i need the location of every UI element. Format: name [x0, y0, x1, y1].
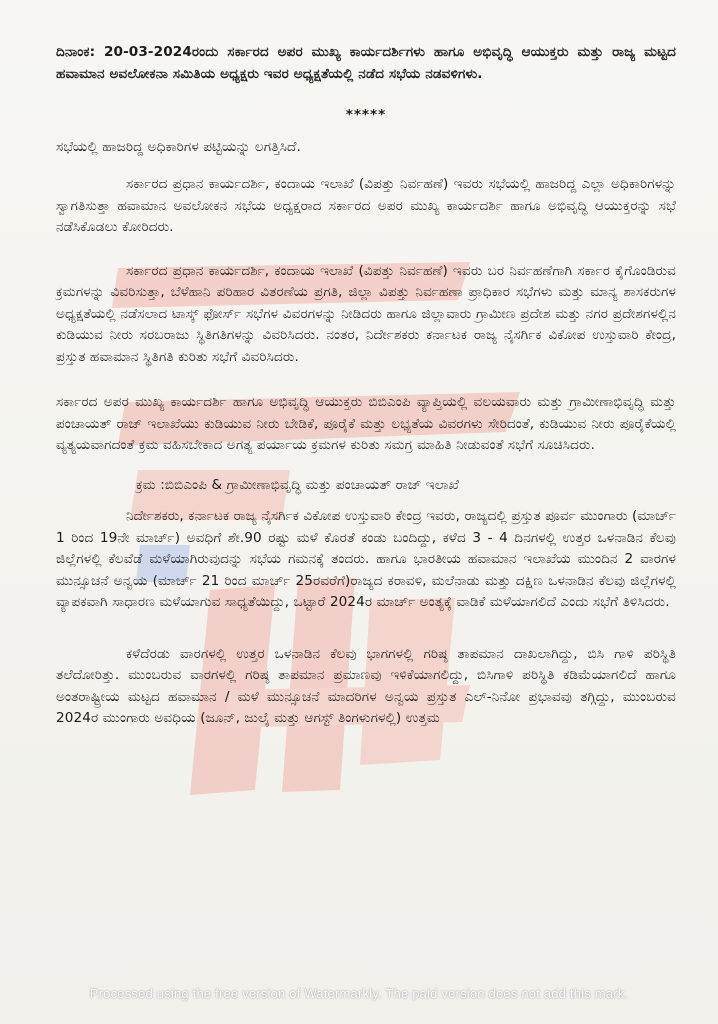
paragraph-rainfall: ನಿರ್ದೇಶಕರು, ಕರ್ನಾಟಕ ರಾಜ್ಯ ನೈಸರ್ಗಿಕ ವಿಕೋಪ ಉಸ್ತುವಾರಿ ಕೇಂದ್ರ ಇವರು, ರಾಜ್ಯದಲ್ಲಿ ಪ್ರಸ್ತುತ ಪೂರ್ವ ಮುಂಗಾರು (ಮಾರ್ಚ್ 1 ರಿಂದ 19ನೇ ಮಾರ್ಚ್) ಅವಧಿಗೆ ಶೇ.90 ರಷ್ಟು ಮಳೆ ಕೊರತೆ ಕಂಡು ಬಂದಿದ್ದು, ಕಳೆದ 3 - 4 ದಿನಗಳಲ್ಲಿ ಉತ್ತರ ಒಳನಾಡಿನ ಕೆಲವು ಜಿಲ್ಲೆಗಳಲ್ಲಿ ಕೆಲವೆಡೆ ಮಳೆಯಾಗಿರುವುದನ್ನು ಸಭೆಯ ಗಮನಕ್ಕೆ ತಂದರು. ಹಾಗೂ ಭಾರತೀಯ ಹವಾಮಾನ ಇಲಾಖೆಯ ಮುಂದಿನ 2 ವಾರಗಳ ಮುನ್ಸೂಚನೆ ಅನ್ವಯ (ಮಾರ್ಚ್ 21 ರಿಂದ ಮಾರ್ಚ್ 25ರವರೆಗೆ)ರಾಜ್ಯದ ಕರಾವಳಿ, ಮಲೆನಾಡು ಮತ್ತು ದಕ್ಷಿಣ ಒಳನಾಡಿನ ಕೆಲವು ಜಿಲ್ಲೆಗಳಲ್ಲಿ ವ್ಯಾಪಕವಾಗಿ ಸಾಧಾರಣ ಮಳೆಯಾಗುವ ಸಾಧ್ಯತೆಯಿದ್ದು, ಒಟ್ಟಾರೆ 2024ರ ಮಾರ್ಚ್ ಅಂತ್ಯಕ್ಕೆ ವಾಡಿಕೆ ಮಳೆಯಾಗಲಿದೆ ಎಂದು ಸಭೆಗೆ ತಿಳಿಸಿದರು.: [56, 508, 677, 610]
document-body: [56, 42, 676, 730]
paragraph-temperature: ಕಳೆದೆರಡು ವಾರಗಳಲ್ಲಿ ಉತ್ತರ ಒಳನಾಡಿನ ಕೆಲವು ಭಾಗಗಳಲ್ಲಿ ಗರಿಷ್ಠ ತಾಪಮಾನ ದಾಖಲಾಗಿದ್ದು, ಬಿಸಿ ಗಾಳಿ ಪರಿಸ್ಥಿತಿ ತಲೆದೋರಿತ್ತು. ಮುಂಬರುವ ವಾರಗಳಲ್ಲಿ ಗರಿಷ್ಠ ತಾಪಮಾನ ಪ್ರಮಾಣವು ಇಳಿಕೆಯಾಗಲಿದ್ದು, ಬಿಸಿಗಾಳಿ ಪರಿಸ್ಥಿತಿ ಕಡಿಮೆಯಾಗಲಿದೆ ಹಾಗೂ ಅಂತರಾಷ್ಟ್ರೀಯ ಮಟ್ಟದ ಹವಾಮಾನ / ಮಳೆ ಮುನ್ಸೂಚನೆ ಮಾದರಿಗಳ ಅನ್ವಯ ಪ್ರಸ್ತುತ ಎಲ್-ನಿನೋ ಪ್ರಭಾವವು ತಗ್ಗಿದ್ದು, ಮುಂಬರುವ 2024ರ ಮುಂಗಾರು ಅವಧಿಯ (ಜೂನ್, ಜುಲೈ ಮತ್ತು ಆಗಸ್ಟ್ ತಿಂಗಳುಗಳಲ್ಲಿ) ಉತ್ತಮ: [56, 645, 676, 726]
paragraph-drought-measures: ಸರ್ಕಾರದ ಪ್ರಧಾನ ಕಾರ್ಯದರ್ಶಿ, ಕಂದಾಯ ಇಲಾಖೆ (ವಿಪತ್ತು ನಿರ್ವಹಣೆ) ಇವರು ಬರ ನಿರ್ವಹಣೆಗಾಗಿ ಸರ್ಕಾರ ಕೈಗೊಂಡಿರುವ ಕ್ರಮಗಳನ್ನು ವಿವರಿಸುತ್ತಾ, ಬೆಳೆಹಾನಿ ಪರಿಹಾರ ವಿತರಣೆಯ ಪ್ರಗತಿ, ಜಿಲ್ಲಾ ವಿಪತ್ತು ನಿರ್ವಹಣಾ ಪ್ರಾಧಿಕಾರ ಸಭೆಗಳು ಮತ್ತು ಮಾನ್ಯ ಶಾಸಕರುಗಳ ಅಧ್ಯಕ್ಷತೆಯಲ್ಲಿ ನಡೆಸಲಾದ ಟಾಸ್ಕ್ ಫೋರ್ಸ್ ಸಭೆಗಳ ವಿವರಗಳನ್ನು ನೀಡಿದರು ಹಾಗೂ ಜಿಲ್ಲಾವಾರು ಗ್ರಾಮೀಣ ಪ್ರದೇಶ ಮತ್ತು ನಗರ ಪ್ರದೇಶಗಳಲ್ಲಿನ ಕುಡಿಯುವ ನೀರು ಸರಬರಾಜು ಸ್ಥಿತಿಗತಿಗಳನ್ನು ವಿವರಿಸಿದರು. ನಂತರ, ನಿರ್ದೇಶಕರು ಕರ್ನಾಟಕ ರಾಜ್ಯ ನೈಸರ್ಗಿಕ ವಿಕೋಪ ಉಸ್ತುವಾರಿ ಕೇಂದ್ರ, ಪ್ರಸ್ತುತ ಹವಾಮಾನ ಸ್ಥಿತಿಗತಿ ಕುರಿತು ಸಭೆಗೆ ವಿವರಿಸಿದರು.: [56, 262, 676, 365]
separator-stars: *****: [345, 107, 387, 123]
paragraph-welcome: ಸರ್ಕಾರದ ಪ್ರಧಾನ ಕಾರ್ಯದರ್ಶಿ, ಕಂದಾಯ ಇಲಾಖೆ (ವಿಪತ್ತು ನಿರ್ವಹಣೆ) ಇವರು ಸಭೆಯಲ್ಲಿ ಹಾಜರಿದ್ದ ಎಲ್ಲಾ ಅಧಿಕಾರಿಗಳನ್ನು ಸ್ವಾಗತಿಸುತ್ತಾ ಹವಾಮಾನ ಅವಲೋಕನ ಸಭೆಯ ಅಧ್ಯಕ್ಷರಾದ ಸರ್ಕಾರದ ಅಪರ ಮುಖ್ಯ ಕಾರ್ಯದರ್ಶಿ ಹಾಗೂ ಅಭಿವೃದ್ಧಿ ಆಯುಕ್ತರನ್ನು ಸಭೆ ನಡೆಸಿಕೊಡಲು ಕೋರಿದರು.: [56, 176, 676, 235]
paragraph-drinking-water: ಸರ್ಕಾರದ ಅಪರ ಮುಖ್ಯ ಕಾರ್ಯದರ್ಶಿ ಹಾಗೂ ಅಭಿವೃದ್ಧಿ ಆಯುಕ್ತರು ಬಿಬಿಎಂಪಿ ವ್ಯಾಪ್ತಿಯಲ್ಲಿ ವಲಯವಾರು ಮತ್ತು ಗ್ರಾಮೀಣಾಭಿವೃದ್ಧಿ ಮತ್ತು ಪಂಚಾಯತ್ ರಾಜ್ ಇಲಾಖೆಯು ಕುಡಿಯುವ ನೀರು ಬೇಡಿಕೆ, ಪೂರೈಕೆ ಮತ್ತು ಲಭ್ಯತೆಯ ವಿವರಗಳು ಸೇರಿದಂತೆ, ಕುಡಿಯುವ ನೀರು ಪೂರೈಕೆಯಲ್ಲಿ ವ್ಯತ್ಯಯವಾಗದಂತೆ ಕ್ರಮ ವಹಿಸಬೇಕಾದ ಅಗತ್ಯ ಪರ್ಯಾಯ ಕ್ರಮಗಳ ಕುರಿತು ಸಮಗ್ರ ಮಾಹಿತಿ ನೀಡುವಂತೆ ಸಭೆಗೆ ಸೂಚಿಸಿದರು.: [56, 394, 676, 453]
watermark-footer-text: Processed using the free version of Watermarkly. The paid version does not add this mark.: [89, 986, 629, 1001]
date-label: ದಿನಾಂಕ:: [56, 44, 96, 60]
meeting-heading: [56, 42, 676, 85]
heading-text: ರಂದು ಸರ್ಕಾರದ ಅಪರ ಮುಖ್ಯ ಕಾರ್ಯದರ್ಶಿಗಳು ಹಾಗೂ ಅಭಿವೃದ್ಧಿ ಆಯುಕ್ತರು ಮತ್ತು ರಾಜ್ಯ ಮಟ್ಟದ ಹವಾಮಾನ ಅವಲೋಕನಾ ಸಮಿತಿಯ ಅಧ್ಯಕ್ಷರು ಇವರ ಅಧ್ಯಕ್ಷತೆಯಲ್ಲಿ ನಡೆದ ಸಭೆಯ ನಡವಳಿಗಳು.: [56, 44, 676, 82]
action-subheading: ಕ್ರಮ :ಬಿಬಿಎಂಪಿ & ಗ್ರಾಮೀಣಾಭಿವೃದ್ಧಿ ಮತ್ತು ಪಂಚಾಯತ್ ರಾಜ್ ಇಲಾಖೆ: [136, 476, 460, 493]
attendees-line: ಸಭೆಯಲ್ಲಿ ಹಾಜರಿದ್ದ ಅಧಿಕಾರಿಗಳ ಪಟ್ಟಿಯನ್ನು ಲಗತ್ತಿಸಿದೆ.: [56, 138, 301, 155]
meeting-date: 20-03-2024: [103, 44, 192, 60]
